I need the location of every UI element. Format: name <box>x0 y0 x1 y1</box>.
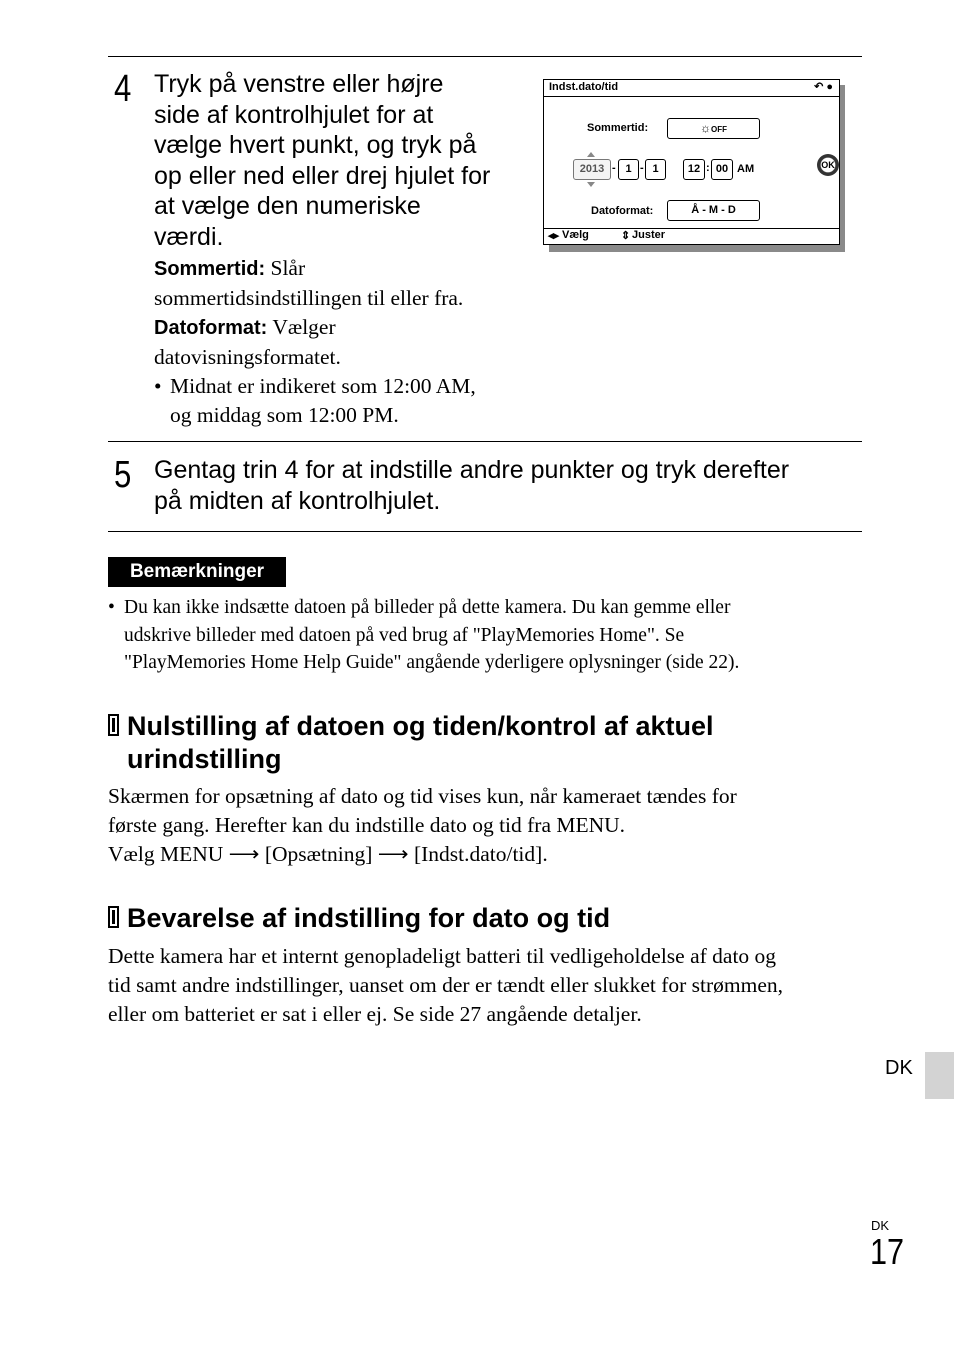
arrow-right-icon: ⟶ <box>377 842 409 866</box>
section-title-battery: Bevarelse af indstilling for dato og tid <box>108 902 868 935</box>
section-marker-icon <box>108 906 119 928</box>
section-2-body: Dette kamera har et internt genopladeligt batteri til vedligeholdelse af dato og tid samt andre indstillinger, uanset om der er tændt eller slukket for strømmen, eller om batteriet er sat i eller ej. Se side 27 angående detaljer. <box>108 944 784 1026</box>
language-side-tab <box>925 1052 954 1099</box>
midnight-note: • Midnat er indikeret som 12:00 AM, og middag som 12:00 PM. <box>154 374 476 427</box>
menu-path: Vælg MENU ⟶ [Opsætning] ⟶ [Indst.dato/tid]. <box>108 842 548 866</box>
camera-datoformat-field: Å - M - D <box>667 200 760 221</box>
footer-select-label: Vælg <box>562 229 589 241</box>
datoformat-term: Datoformat: <box>154 317 268 339</box>
left-right-arrows-icon: ◂▸ <box>548 230 560 242</box>
step-4-heading-line: side af kontrolhjulet for at <box>154 100 434 129</box>
step-4-heading-line: vælge hvert punkt, og tryk på <box>154 131 477 159</box>
section-marker-icon <box>108 714 119 736</box>
camera-screen: Indst.dato/tid ↶ ● Sommertid: ☼OFF 2013 - 1 - 1 12 : 00 AM OK Datoformat: Å - M - D ◂▸ Vælg ⇕ Juster <box>543 79 840 245</box>
top-divider <box>108 56 862 57</box>
camera-year-field: 2013 <box>573 159 611 180</box>
ok-button-icon: OK <box>817 154 839 176</box>
camera-screen-title: Indst.dato/tid <box>549 81 619 93</box>
camera-hour-field: 12 <box>683 159 705 180</box>
camera-datoformat-label: Datoformat: <box>591 205 654 217</box>
step-4-heading-line: op eller ned eller drej hjulet for <box>154 161 491 190</box>
camera-ampm: AM <box>737 163 755 175</box>
return-arrow-icon: ↶ ● <box>814 81 833 93</box>
bullet-icon: • <box>154 374 162 398</box>
notes-label: Bemærkninger <box>108 557 286 587</box>
step-divider <box>108 441 862 442</box>
sommertid-desc-1: Slår <box>265 256 306 280</box>
step-4-number: 4 <box>114 68 132 110</box>
camera-day-field: 1 <box>645 159 666 180</box>
page-lang: DK <box>871 1218 890 1233</box>
camera-sommertid-label: Sommertid: <box>587 122 649 134</box>
step-4-heading-line: værdi. <box>154 222 224 251</box>
step-4-heading <box>154 69 534 252</box>
step-4-details <box>154 254 534 430</box>
section-1-body: Skærmen for opsætning af dato og tid vises kun, når kameraet tændes for første gang. Herefter kan du indstille dato og tid fra MENU. Vælg MENU ⟶ [Opsætning] ⟶ [Indst.dato/tid]. <box>108 782 868 869</box>
scroll-down-icon <box>587 182 595 187</box>
section-title-reset: Nulstilling af datoen og tiden/kontrol af aktuel urindstilling <box>108 710 868 776</box>
notes-body <box>108 594 868 677</box>
sommertid-desc-2: sommertidsindstillingen til eller fra. <box>154 286 464 310</box>
camera-month-field: 1 <box>618 159 639 180</box>
side-tab-label: DK <box>885 1057 913 1079</box>
camera-footer <box>544 228 839 244</box>
step-5-number: 5 <box>114 454 132 496</box>
scroll-up-icon <box>587 152 595 157</box>
sommertid-term: Sommertid: <box>154 258 266 280</box>
page-number: 17 <box>870 1231 905 1272</box>
footer-adjust-label: Juster <box>632 229 666 241</box>
camera-sommertid-field: ☼OFF <box>667 118 760 139</box>
datoformat-desc-2: datovisningsformatet. <box>154 345 341 369</box>
up-down-arrows-icon: ⇕ <box>621 230 631 242</box>
camera-title-bar <box>544 80 839 97</box>
step-4-heading-line: at vælge den numeriske <box>154 192 421 220</box>
arrow-right-icon: ⟶ <box>228 842 260 866</box>
steps-bottom-divider <box>108 531 862 532</box>
step-5-text: Gentag trin 4 for at indstille andre punkter og tryk derefter på midten af kontrolhjulet. <box>154 456 790 515</box>
step-4-heading-line: Tryk på venstre eller højre <box>154 70 444 98</box>
note-item: • Du kan ikke indsætte datoen på billeder på dette kamera. Du kan gemme eller udskrive billeder med datoen på ved brug af "PlayMemories Home". Se "PlayMemories Home Help Guide" angående yderligere oplysninger (side 22). <box>108 594 868 677</box>
bullet-icon: • <box>108 597 115 618</box>
sun-icon: ☼ <box>700 121 711 135</box>
camera-minute-field: 00 <box>711 159 733 180</box>
datoformat-desc-1: Vælger <box>267 315 336 339</box>
